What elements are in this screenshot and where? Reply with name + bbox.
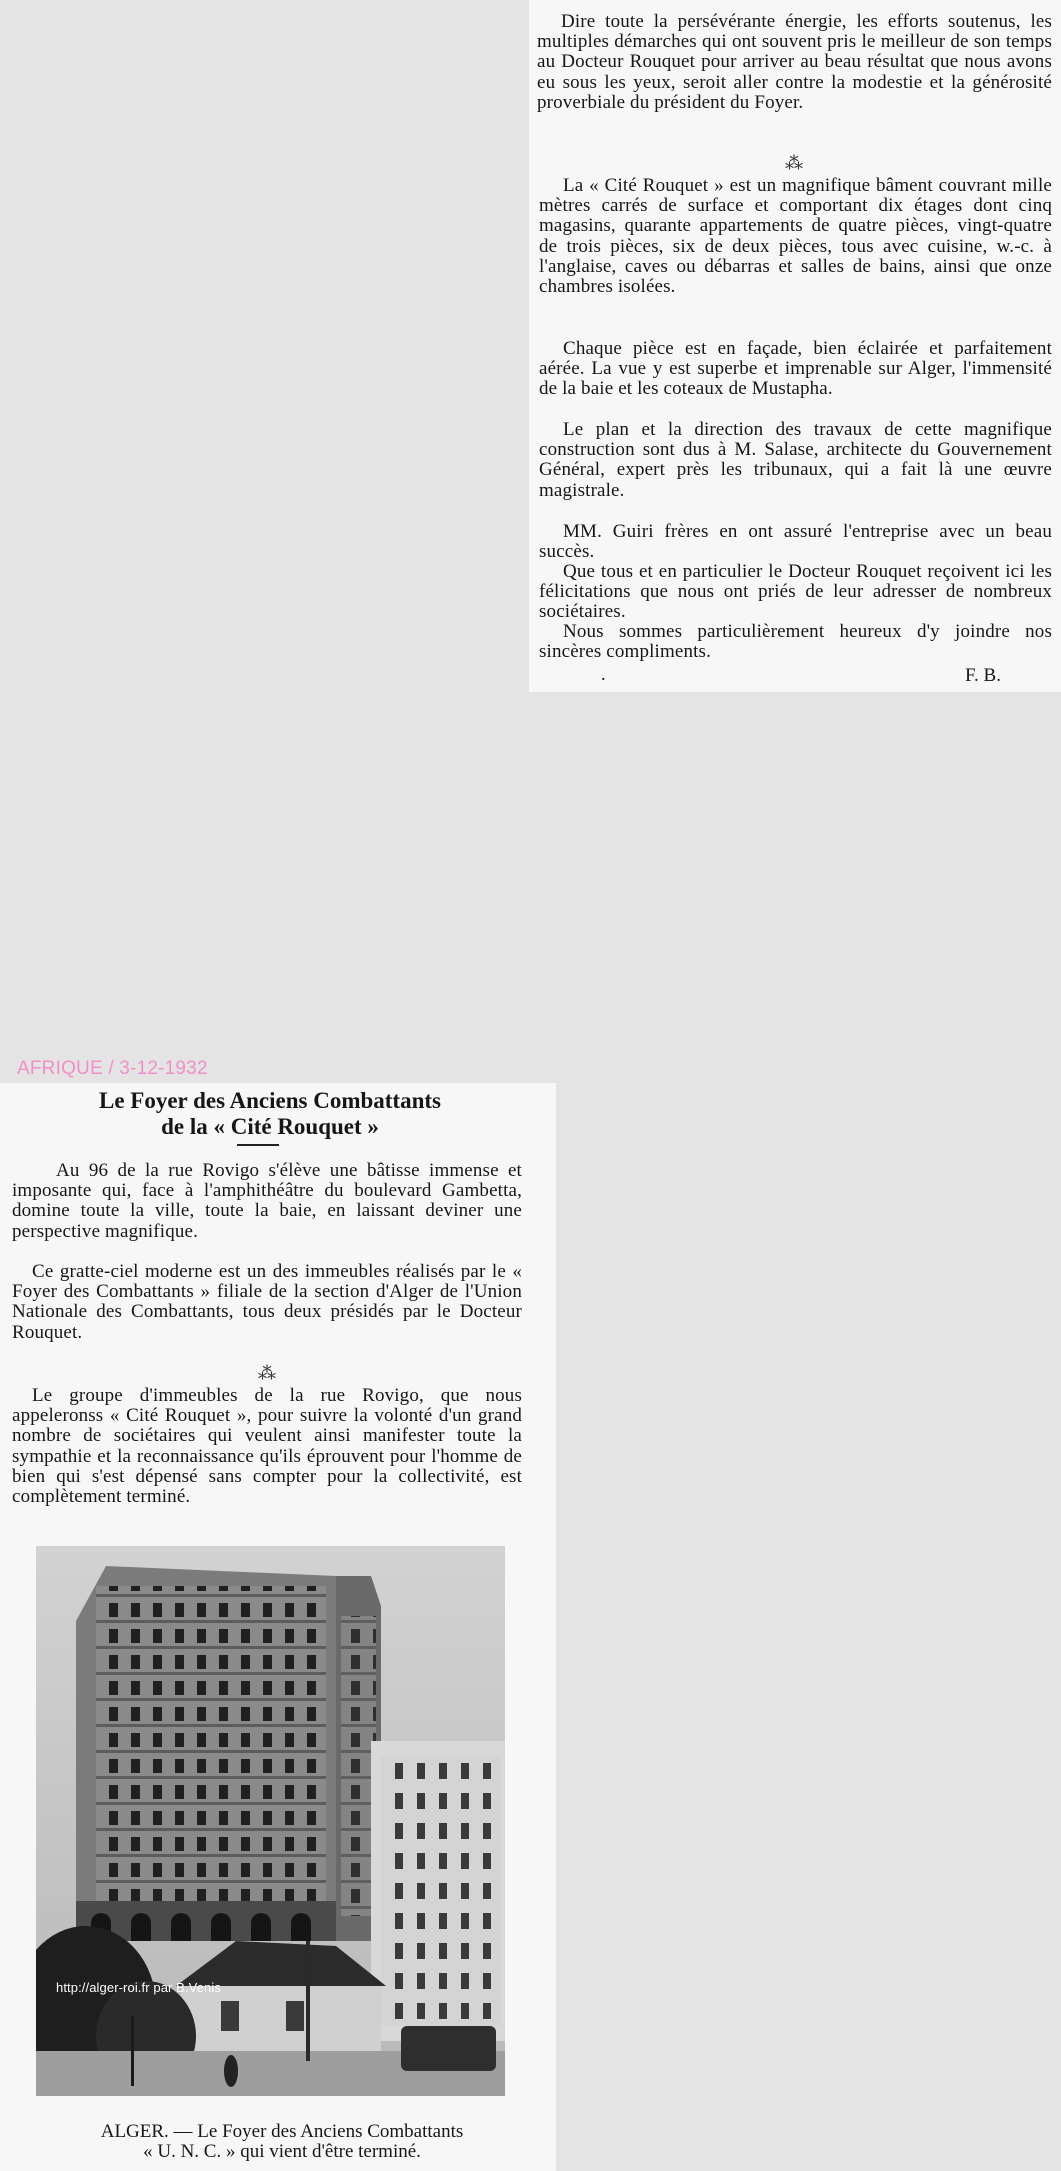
title-rule <box>237 1144 279 1146</box>
stray-dot: . <box>601 664 606 684</box>
article-title-line-1: Le Foyer des Anciens Combattants <box>98 1088 441 1113</box>
photo-caption-line-1: ALGER. — Le Foyer des Anciens Combattants <box>100 2121 464 2142</box>
photo-watermark: http://alger-roi.fr par B.Venis <box>56 1980 221 1995</box>
article-paragraph-2: Ce gratte-ciel moderne est un des immeubles réalisés par le « Foyer des Combattants » filiale de la section d'Alger de l'Union Nationale des Combattants, tous deux présidés par le Docteur Rouquet. <box>12 1261 522 1343</box>
right-paragraph-7: Nous sommes particulièrement heureux d'y joindre nos sincères compliments. <box>539 621 1052 663</box>
right-paragraph-3: Chaque pièce est en façade, bien éclairée et parfaitement aérée. La vue y est superbe et imprenable sur Alger, l'immensité de la baie et les coteaux de Mustapha. <box>539 338 1052 400</box>
author-signature: F. B. <box>965 665 1001 686</box>
right-column-clipping <box>529 0 1061 692</box>
photo-caption <box>22 2122 542 2162</box>
asterism-separator-article: ⁂ <box>258 1363 276 1383</box>
right-paragraph-6: Que tous et en particulier le Docteur Rouquet reçoivent ici les félicitations que nous ont priés de leur adresser de nombreux sociétaires. <box>539 561 1052 623</box>
asterism-separator: ⁂ <box>785 153 803 173</box>
building-photo <box>36 1546 505 2096</box>
right-paragraph-1: Dire toute la persévérante énergie, les efforts soutenus, les multiples démarches qui ont souvent pris le meilleur de son temps au Docteur Rouquet pour arriver au beau résultat que nous avons eu sous les yeux, seroit aller contre la modestie et la générosité proverbiale du président du Foyer. <box>537 11 1052 113</box>
source-date-tag: AFRIQUE / 3-12-1932 <box>17 1058 208 1079</box>
building-photo-illustration <box>36 1546 505 2096</box>
article-paragraph-1: Au 96 de la rue Rovigo s'élève une bâtisse immense et imposante qui, face à l'amphithéâtre du boulevard Gambetta, domine toute la ville, toute la baie, en laissant deviner une perspective magnifique. <box>12 1160 522 1242</box>
article-title <box>20 1088 520 1140</box>
photo-caption-line-2: « U. N. C. » qui vient d'être terminé. <box>143 2141 421 2162</box>
article-title-line-2: de la « Cité Rouquet » <box>161 1114 379 1139</box>
right-paragraph-5: MM. Guiri frères en ont assuré l'entreprise avec un beau succès. <box>539 521 1052 563</box>
article-paragraph-3: Le groupe d'immeubles de la rue Rovigo, que nous appeleronss « Cité Rouquet », pour suivre la volonté d'un grand nombre de sociétaires qui veulent ainsi manifester toute la sympathie et la reconnaissance qu'ils éprouvent pour l'homme de bien qui s'est dépensé sans compter pour la collectivité, est complètement terminé. <box>12 1385 522 1508</box>
right-paragraph-4: Le plan et la direction des travaux de cette magnifique construction sont dus à M. Salase, architecte du Gouvernement Général, expert près les tribunaux, qui a fait là une œuvre magistrale. <box>539 419 1052 501</box>
right-paragraph-2: La « Cité Rouquet » est un magnifique bâment couvrant mille mètres carrés de surface et comportant dix étages dont cinq magasins, quarante appartements de quatre pièces, vingt-quatre de trois pièces, six de deux pièces, tous avec cuisine, w.-c. à l'anglaise, caves ou débarras et salles de bains, ainsi que onze chambres isolées. <box>539 175 1052 298</box>
